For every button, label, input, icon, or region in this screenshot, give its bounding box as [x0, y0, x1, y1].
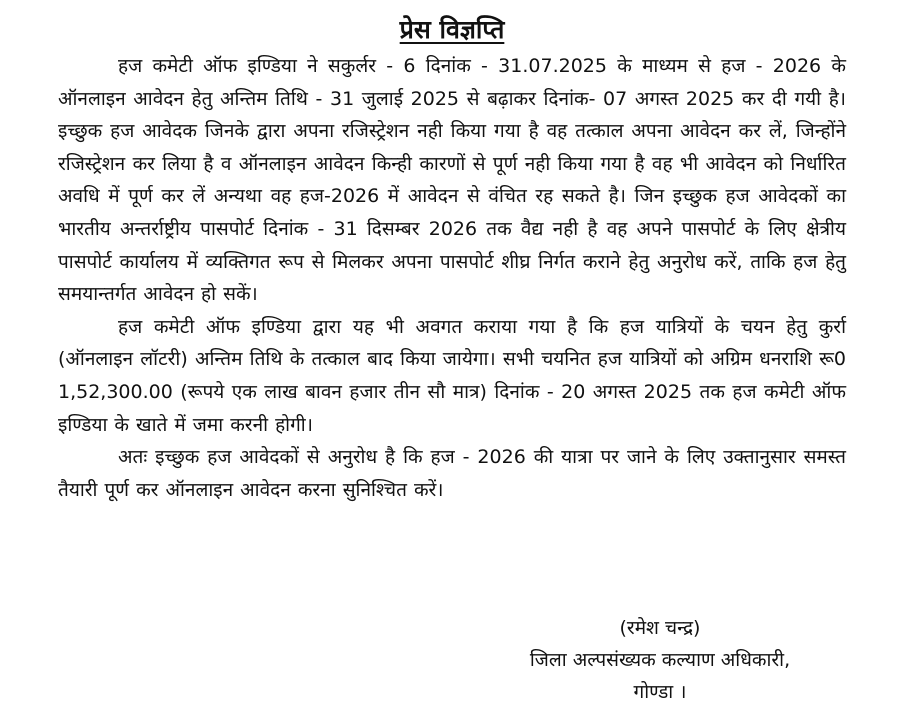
paragraph-registration: हज कमेटी ऑफ इण्डिया ने सकुर्लर - 6 दिनांक - 31.07.2025 के माध्यम से हज - 2026 के ऑनलाइन आवेदन हेतु अन्तिम तिथि - 31 जुलाई 2025 से बढ़ाकर दिनांक- 07 अगस्त 2025 कर दी गयी है। इच्छुक हज आवेदक जिनके द्वारा अपना रजिस्ट्रेशन नही किया गया है वह तत्काल अपना आवेदन कर लें, जिन्होंने रजिस्ट्रेशन कर लिया है व ऑनलाइन आवेदन किन्ही कारणों से पूर्ण नही किया गया है वह भी आवेदन को निर्धारित अवधि में पूर्ण कर लें अन्यथा वह हज-2026 में आवेदन से वंचित रह सकते है। जिन इच्छुक हज आवेदकों का भारतीय अन्तर्राष्ट्रीय पासपोर्ट दिनांक - 31 दिसम्बर 2026 तक वैद्य नही है वह अपने पासपोर्ट के लिए क्षेत्रीय पासपोर्ट कार्यालय में व्यक्तिगत रूप से मिलकर अपना पासपोर्ट शीघ्र निर्गत कराने हेतु अनुरोध करें, ताकि हज हेतु समयान्तर्गत आवेदन हो सकें।: [58, 55, 846, 306]
signatory-place: गोण्डा ।: [633, 681, 687, 703]
signatory-designation: जिला अल्पसंख्यक कल्याण अधिकारी,: [529, 649, 791, 671]
press-release-document: [58, 10, 846, 506]
paragraph-request: अतः इच्छुक हज आवेदकों से अनुरोध है कि हज - 2026 की यात्रा पर जाने के लिए उक्तानुसार समस्त तैयारी पूर्ण कर ऑनलाइन आवेदन करना सुनिश्चित करें।: [58, 446, 846, 501]
page-title: प्रेस विज्ञप्ति: [399, 15, 505, 44]
signature-block: [480, 612, 840, 708]
signatory-name: (रमेश चन्द्र): [619, 617, 701, 639]
paragraph-lottery: हज कमेटी ऑफ इण्डिया द्वारा यह भी अवगत कराया गया है कि हज यात्रियों के चयन हेतु कुर्रा (ऑनलाइन लॉटरी) अन्तिम तिथि के तत्काल बाद किया जायेगा। सभी चयनित हज यात्रियों को अग्रिम धनराशि रू0 1,52,300.00 (रूपये एक लाख बावन हजार तीन सौ मात्र) दिनांक - 20 अगस्त 2025 तक हज कमेटी ऑफ इण्डिया के खाते में जमा करनी होगी।: [58, 315, 846, 436]
